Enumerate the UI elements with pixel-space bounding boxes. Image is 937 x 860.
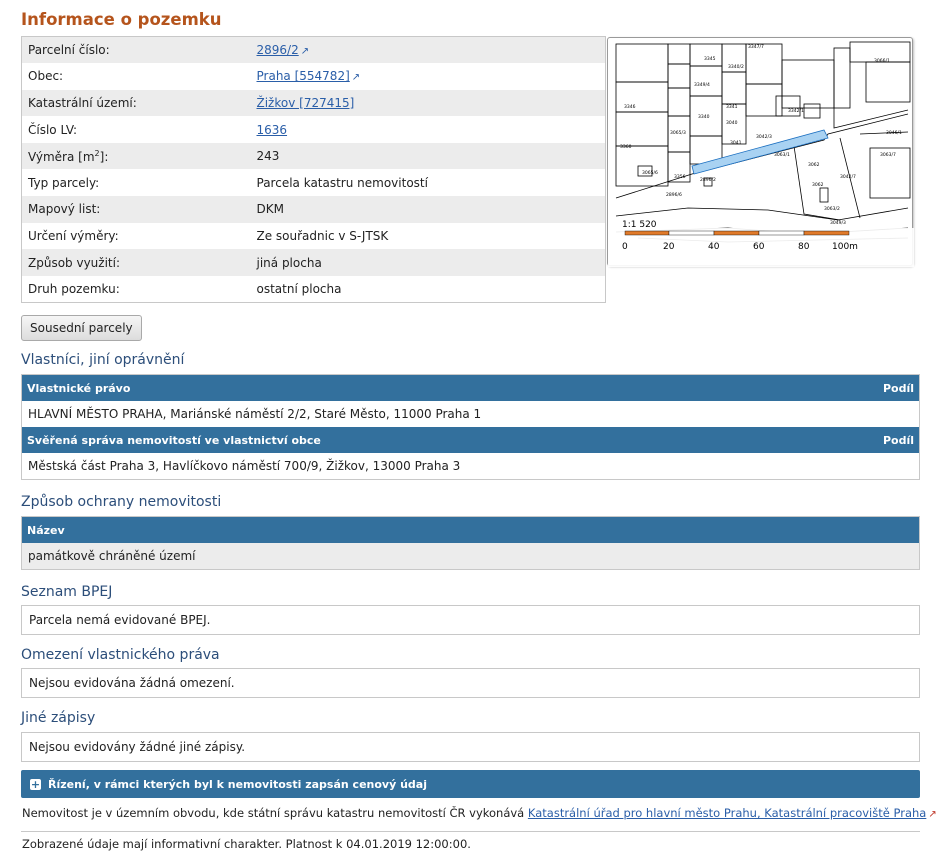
svg-text:3349/4: 3349/4 [694,83,710,88]
info-row [22,116,606,143]
protection-column-header: Název [22,517,919,543]
scale-tick: 0 [622,242,628,252]
svg-text:3345: 3345 [704,57,716,62]
svg-text:3342/1: 3342/1 [788,109,804,114]
restrictions-heading: Omezení vlastnického práva [21,647,220,663]
page-title: Informace o pozemku [21,10,222,29]
info-value: 243 [251,143,606,170]
protection-heading: Způsob ochrany nemovitosti [21,494,222,510]
table-row: památkově chráněné území [22,543,919,569]
share-column-header: Podíl [882,381,914,395]
svg-text:3042/7: 3042/7 [840,175,856,180]
info-value: Ze souřadnic v S-JTSK [256,228,389,243]
info-value [251,63,606,90]
info-label: Katastrální území: [22,90,251,117]
info-label: Obec: [28,69,64,84]
info-label: Typ parcely: [28,175,100,190]
restrictions-box: Nejsou evidována žádná omezení. [21,668,920,698]
parcel-number-link[interactable]: 2896/2 [256,43,299,58]
svg-text:3360: 3360 [620,145,632,150]
svg-text:3065/3: 3065/3 [670,131,686,136]
svg-text:3063/7: 3063/7 [880,153,896,158]
info-row [22,63,606,90]
svg-text:3049/3: 3049/3 [830,221,846,226]
scale-tick: 80 [798,242,810,252]
info-row [22,90,606,117]
info-row [22,276,606,303]
owners-table [21,374,920,480]
svg-text:3341: 3341 [726,105,738,110]
info-value: DKM [251,196,606,223]
info-value [251,116,606,143]
proceedings-label: Řízení, v rámci kterých byl k nemovitosti zapsán cenový údaj [48,777,427,791]
svg-text:3063/1: 3063/1 [774,153,790,158]
scale-tick: 60 [753,242,765,252]
svg-text:3346: 3346 [624,105,636,110]
svg-text:3340/2: 3340/2 [728,65,744,70]
info-value: Parcela katastru nemovitostí [256,175,428,190]
neighbor-parcels-button[interactable]: Sousední parcely [21,315,142,341]
info-value: ostatní plocha [256,281,342,296]
info-label: Způsob využití: [22,249,251,276]
scale-tick: 100m [832,242,858,252]
info-label: Druh pozemku: [28,281,120,296]
svg-text:3062: 3062 [808,163,820,168]
cadastral-area-link[interactable]: Žižkov [727415] [256,95,355,110]
svg-text:3041: 3041 [730,141,742,146]
info-value [251,90,606,117]
parcel-info-table [21,36,606,303]
external-link-icon[interactable]: ↗ [928,809,937,820]
table-row: HLAVNÍ MĚSTO PRAHA, Mariánské náměstí 2/2, Staré Město, 11000 Praha 1 [22,401,919,427]
table-row: Městská část Praha 3, Havlíčkovo náměstí 700/9, Žižkov, 13000 Praha 3 [22,453,919,479]
info-label: Mapový list: [22,196,251,223]
bpej-heading: Seznam BPEJ [21,584,113,600]
svg-text:3340: 3340 [698,115,710,120]
svg-text:3066/1: 3066/1 [874,59,890,64]
cadastral-map-thumbnail[interactable] [607,37,913,266]
svg-text:3046/1: 3046/1 [886,131,902,136]
svg-text:3040: 3040 [726,121,738,126]
info-row [22,196,606,223]
info-row [22,249,606,276]
divider [21,831,920,832]
share-column-header: Podíl [882,433,914,447]
other-records-heading: Jiné zápisy [21,710,96,726]
info-value: jiná plocha [251,249,606,276]
bpej-box: Parcela nemá evidované BPEJ. [21,605,920,635]
info-label: Parcelní číslo: [22,37,251,64]
map-scale-label: 1:1 520 [622,220,657,230]
scale-tick: 20 [663,242,675,252]
svg-text:3063/2: 3063/2 [824,207,840,212]
plus-icon[interactable]: + [30,777,41,791]
info-label: Výměra $[m^2]$: [22,143,251,170]
info-value [251,37,606,64]
info-row [22,37,606,64]
info-row [22,143,606,170]
svg-text:3347/7: 3347/7 [748,45,764,50]
municipality-link[interactable]: Praha [554782] [256,69,350,84]
external-link-icon[interactable]: ↗ [300,46,310,58]
lv-number-link[interactable]: 1636 [256,122,288,137]
cadastral-office-link[interactable]: Katastrální úřad pro hlavní město Prahu, Katastrální pracoviště Praha [527,806,927,820]
svg-text:2896/2: 2896/2 [700,178,716,183]
other-records-box: Nejsou evidovány žádné jiné zápisy. [21,732,920,762]
ownership-right-header: Vlastnické právo Podíl [22,375,919,401]
svg-text:3042/3: 3042/3 [756,135,772,140]
info-row [22,169,606,196]
svg-text:3062: 3062 [812,183,824,188]
protection-table [21,516,920,570]
entrusted-management-header: Svěřená správa nemovitostí ve vlastnictví obce Podíl [22,427,919,453]
svg-text:3065/6: 3065/6 [642,171,658,176]
map-drawing [608,38,914,267]
info-label: Číslo LV: [28,122,78,137]
info-row [22,223,606,250]
svg-text:2896/6: 2896/6 [666,193,682,198]
info-label: Určení výměry: [28,228,119,243]
office-note: Nemovitost je v územním obvodu, kde státní správu katastru nemovitostí ČR vykonává Katastrální úřad pro hlavní město Prahu, Katastrální pracoviště Praha ↗ [22,806,937,820]
external-link-icon[interactable]: ↗ [351,72,361,84]
owners-heading: Vlastníci, jiní oprávnění [21,352,185,368]
proceedings-expander[interactable] [21,770,920,798]
scale-tick: 40 [708,242,720,252]
svg-text:3356: 3356 [674,175,686,180]
validity-footer: Zobrazené údaje mají informativní charakter. Platnost k 04.01.2019 12:00:00. [22,837,471,851]
